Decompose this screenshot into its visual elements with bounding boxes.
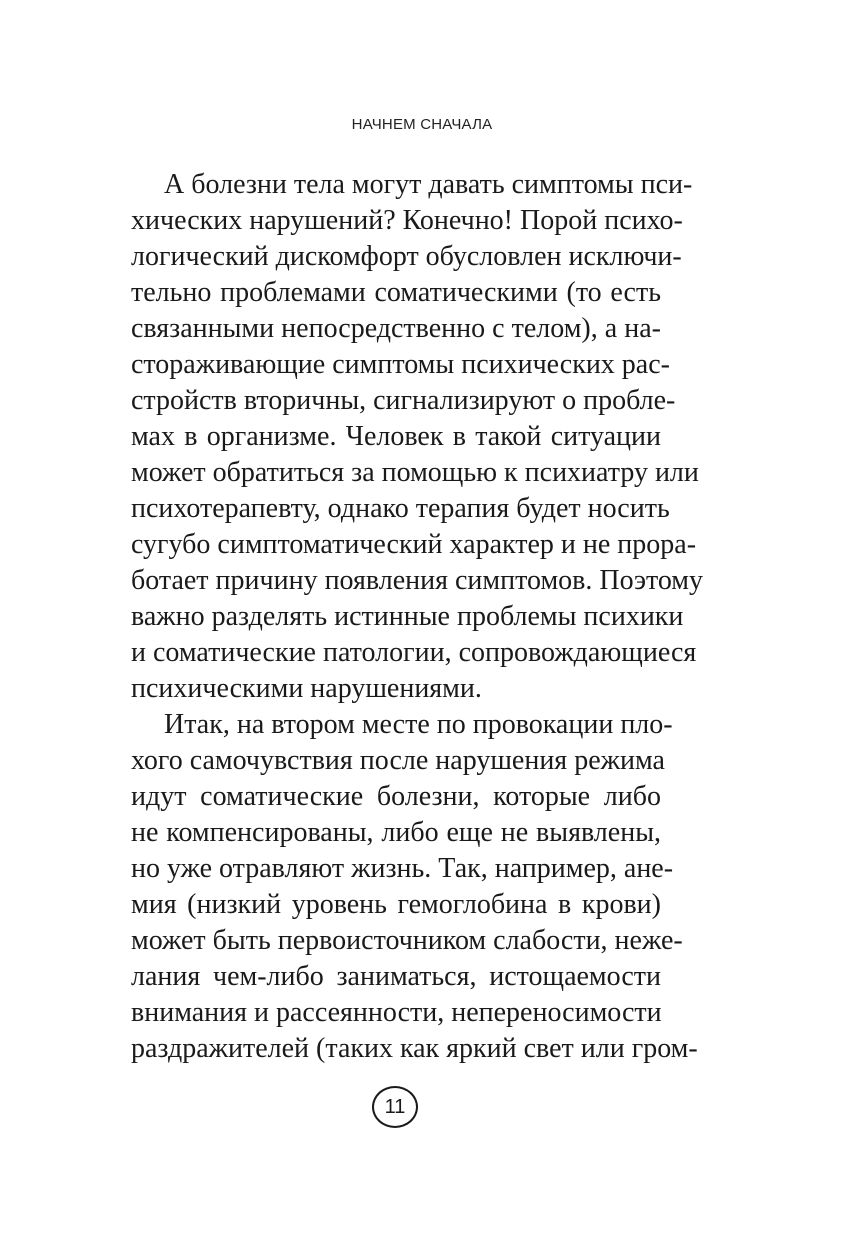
text-line: но уже отравляют жизнь. Так, например, ане- — [131, 853, 674, 884]
text-line: сугубо симптоматический характер и не прора- — [131, 529, 697, 560]
body-text — [131, 167, 704, 1067]
page-number-badge — [372, 1086, 418, 1128]
text-line: хических нарушений? Конечно! Порой психо- — [131, 205, 683, 236]
text-line: А болезни тела могут давать симптомы пси- — [164, 169, 693, 200]
text-line: может обратиться за помощью к психиатру или — [131, 457, 699, 488]
text-line: стройств вторичны, сигнализируют о пробле- — [131, 385, 676, 416]
text-line: Итак, на втором месте по провокации пло- — [164, 709, 673, 740]
text-line: мах в организме. Человек в такой ситуации — [131, 421, 661, 452]
text-line: психическими нарушениями. — [131, 673, 482, 704]
text-line: связанными непосредственно с телом), а на- — [131, 313, 661, 344]
text-line: и соматические патологии, сопровождающиеся — [131, 637, 697, 668]
paragraph-1 — [131, 167, 704, 707]
text-line: раздражителей (таких как яркий свет или гром- — [131, 1033, 698, 1064]
text-line: может быть первоисточником слабости, неже- — [131, 925, 683, 956]
text-line: логический дискомфорт обусловлен исключи- — [131, 241, 682, 272]
text-line: тельно проблемами соматическими (то есть — [131, 277, 661, 308]
page-number: 11 — [384, 1096, 406, 1118]
text-line: ботает причину появления симптомов. Поэтому — [131, 565, 704, 596]
text-line: хого самочувствия после нарушения режима — [131, 745, 665, 776]
text-line: идут соматические болезни, которые либо — [131, 781, 661, 812]
paragraph-2 — [131, 707, 698, 1067]
running-head: НАЧНЕМ СНАЧАЛА — [351, 116, 493, 133]
text-line: психотерапевту, однако терапия будет носить — [131, 493, 670, 524]
text-line: стораживающие симптомы психических рас- — [131, 349, 670, 380]
text-line: лания чем-либо заниматься, истощаемости — [131, 961, 661, 992]
text-line: мия (низкий уровень гемоглобина в крови) — [131, 889, 661, 920]
text-line: важно разделять истинные проблемы психики — [131, 601, 684, 632]
text-line: внимания и рассеянности, непереносимости — [131, 997, 662, 1028]
text-line: не компенсированы, либо еще не выявлены, — [131, 817, 661, 848]
